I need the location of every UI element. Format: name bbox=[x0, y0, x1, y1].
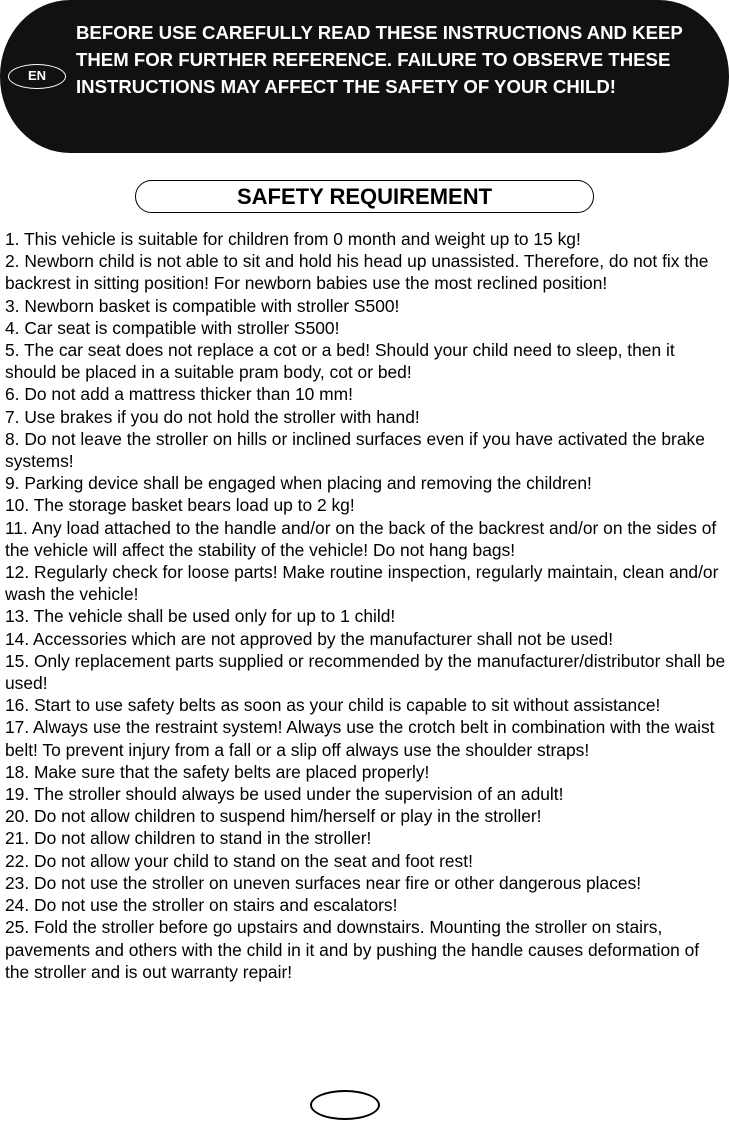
warning-banner bbox=[0, 0, 729, 153]
requirement-item: 6. Do not add a mattress thicker than 10 mm! bbox=[5, 384, 353, 405]
requirement-item: 12. Regularly check for loose parts! Make routine inspection, regularly maintain, clean and/or wash the vehicle! bbox=[5, 562, 719, 605]
warning-text: BEFORE USE CAREFULLY READ THESE INSTRUCTIONS AND KEEP THEM FOR FURTHER REFERENCE. FAILURE TO OBSERVE THESE INSTRUCTIONS MAY AFFECT THE SAFETY OF YOUR CHILD! bbox=[76, 22, 683, 97]
requirement-item: 22. Do not allow your child to stand on the seat and foot rest! bbox=[5, 850, 473, 871]
requirement-item: 1. This vehicle is suitable for children from 0 month and weight up to 15 kg! bbox=[5, 229, 581, 249]
requirement-item: 3. Newborn basket is compatible with stroller S500! bbox=[5, 295, 400, 316]
requirement-item: 20. Do not allow children to suspend him/herself or play in the stroller! bbox=[5, 806, 542, 827]
language-badge: EN bbox=[8, 64, 66, 89]
page-number-oval bbox=[310, 1090, 380, 1120]
requirement-item: 18. Make sure that the safety belts are placed properly! bbox=[5, 761, 430, 782]
requirement-item: 24. Do not use the stroller on stairs and escalators! bbox=[5, 895, 398, 916]
requirements-list bbox=[5, 228, 727, 983]
requirement-item: 13. The vehicle shall be used only for up to 1 child! bbox=[5, 606, 396, 627]
requirement-item: 25. Fold the stroller before go upstairs and downstairs. Mounting the stroller on stairs, pavements and others with the child in it and by pushing the handle causes deformation of the stroller and is out warranty repair! bbox=[5, 917, 700, 982]
requirement-item: 15. Only replacement parts supplied or recommended by the manufacturer/distributor shall be used! bbox=[5, 650, 726, 694]
requirement-item: 19. The stroller should always be used under the supervision of an adult! bbox=[5, 784, 564, 805]
requirement-item: 8. Do not leave the stroller on hills or inclined surfaces even if you have activated the brake systems! bbox=[5, 428, 705, 472]
requirement-item: 4. Car seat is compatible with stroller S500! bbox=[5, 317, 340, 338]
requirement-item: 16. Start to use safety belts as soon as your child is capable to sit without assistance! bbox=[5, 695, 661, 716]
requirement-item: 21. Do not allow children to stand in the stroller! bbox=[5, 828, 372, 849]
section-title: SAFETY REQUIREMENT bbox=[135, 180, 594, 213]
requirement-item: 7. Use brakes if you do not hold the stroller with hand! bbox=[5, 406, 420, 427]
requirement-item: 14. Accessories which are not approved by the manufacturer shall not be used! bbox=[5, 628, 614, 649]
requirement-item: 10. The storage basket bears load up to 2 kg! bbox=[5, 495, 355, 516]
requirement-item: 2. Newborn child is not able to sit and hold his head up unassisted. Therefore, do not fix the backrest in sitting position! For newborn babies use the most reclined position! bbox=[5, 251, 709, 294]
requirement-item: 9. Parking device shall be engaged when placing and removing the children! bbox=[5, 473, 592, 494]
requirement-item: 11. Any load attached to the handle and/or on the back of the backrest and/or on the sides of the vehicle will affect the stability of the vehicle! Do not hang bags! bbox=[5, 517, 717, 560]
requirement-item: 5. The car seat does not replace a cot or a bed! Should your child need to sleep, then it should be placed in a suitable pram body, cot or bed! bbox=[5, 340, 675, 383]
requirement-item: 17. Always use the restraint system! Always use the crotch belt in combination with the waist belt! To prevent injury from a fall or a slip off always use the shoulder straps! bbox=[5, 717, 715, 760]
requirement-item: 23. Do not use the stroller on uneven surfaces near fire or other dangerous places! bbox=[5, 872, 642, 893]
